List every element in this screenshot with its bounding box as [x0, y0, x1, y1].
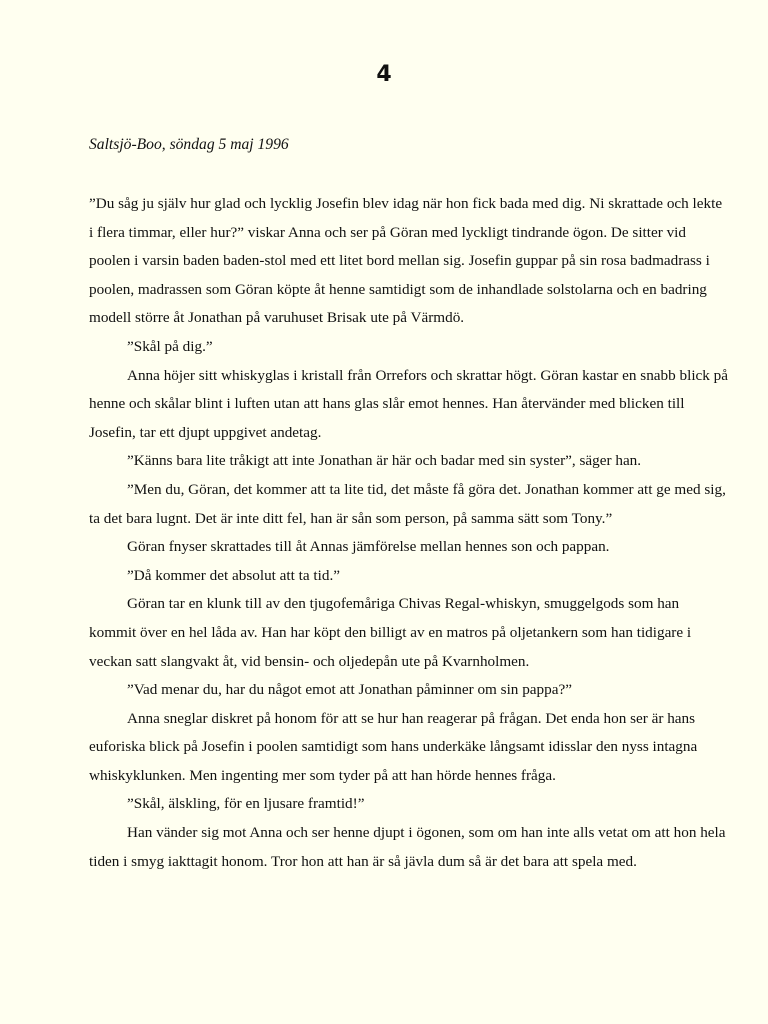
paragraph: Göran fnyser skrattades till åt Annas jämförelse mellan hennes son och pappan. [127, 538, 610, 556]
chapter-number: 4 [376, 62, 392, 87]
dateline: Saltsjö-Boo, söndag 5 maj 1996 [89, 136, 289, 153]
chapter-body [89, 190, 729, 876]
paragraph: ”Vad menar du, har du något emot att Jonathan påminner om sin pappa?” [127, 681, 572, 699]
paragraph: ”Skål på dig.” [127, 337, 213, 355]
paragraph: ”Känns bara lite tråkigt att inte Jonathan är här och badar med sin syster”, säger han. [127, 452, 642, 470]
paragraph: Anna sneglar diskret på honom för att se hur han reagerar på frågan. Det enda hon ser är hans euforiska blick på Josefin i poolen samtidigt som hans underkäke långsamt idisslar den nyss intagna whiskyklunken. Men ingenting mer som tyder på att han hörde hennes fråga. [89, 709, 698, 784]
paragraph: ”Skål, älskling, för en ljusare framtid!” [127, 795, 365, 813]
paragraph: ”Du såg ju själv hur glad och lycklig Josefin blev idag när hon fick bada med dig. Ni skrattade och lekte i flera timmar, eller hur?” viskar Anna och ser på Göran med lyckligt tindrande ögon. De sitter vid poolen i varsin baden baden-stol med ett litet bord mellan sig. Josefin guppar på sin rosa badmadrass i poolen, madrassen som Göran köpte åt henne samtidigt som de inhandlade solstolarna och en badring modell större åt Jonathan på varuhuset Brisak ute på Värmdö. [89, 195, 723, 327]
paragraph: Göran tar en klunk till av den tjugofemåriga Chivas Regal-whiskyn, smuggelgods som han kommit över en hel låda av. Han har köpt den billigt av en matros på oljetankern som han tidigare i veckan satt slangvakt åt, vid bensin- och oljedepån ute på Kvarnholmen. [89, 595, 692, 670]
paragraph: Han vänder sig mot Anna och ser henne djupt i ögonen, som om han inte alls vetat om att hon hela tiden i smyg iakttagit honom. Tror hon att han är så jävla dum så är det bara att spela med. [89, 824, 726, 870]
paragraph: ”Då kommer det absolut att ta tid.” [127, 566, 340, 584]
paragraph: ”Men du, Göran, det kommer att ta lite tid, det måste få göra det. Jonathan kommer att ge med sig, ta det bara lugnt. Det är inte ditt fel, han är sån som person, på samma sätt som Tony.” [89, 480, 726, 527]
paragraph: Anna höjer sitt whiskyglas i kristall från Orrefors och skrattar högt. Göran kastar en snabb blick på henne och skålar blint i luften utan att hans glas slår emot hennes. Han återvänder med blicken till Josefin, tar ett djupt uppgivet andetag. [89, 366, 729, 441]
